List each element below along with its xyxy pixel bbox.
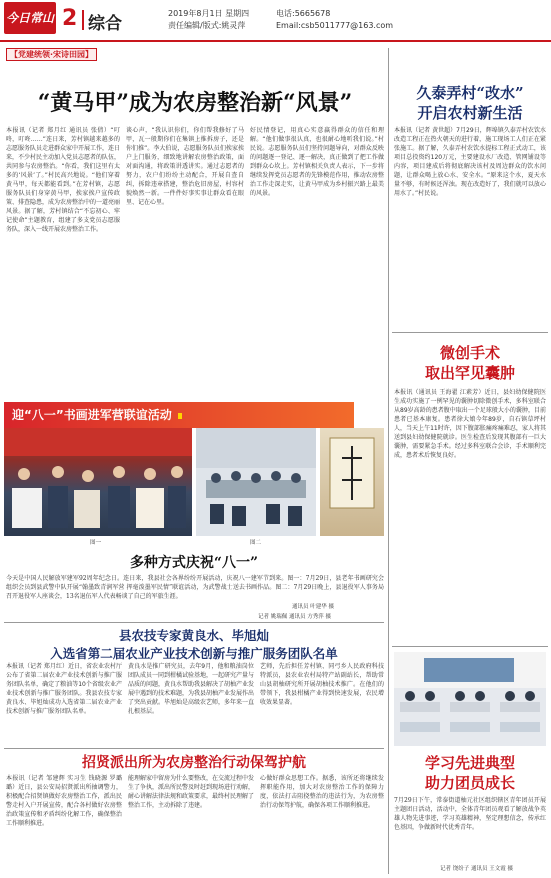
masthead xyxy=(0,0,551,42)
tech-headline-line2: 入选省第二届农业产业技术创新与推广服务团队名单 xyxy=(50,646,338,661)
right-photo xyxy=(394,652,546,746)
group-photo-image xyxy=(4,428,192,536)
newspaper-logo: 今日常山 xyxy=(4,2,56,34)
photo-fig1-side xyxy=(320,428,384,536)
masthead-divider xyxy=(82,10,84,30)
right-article1-title-line2: 开启农村新生活 xyxy=(417,104,523,122)
section-divider-2 xyxy=(4,748,384,749)
photo-fig2 xyxy=(196,428,316,536)
main-article-col3: 好民情登记，用真心实意赢得群众的信任和理解。“他们做事很认真，也很耐心地听我们说。”村民说。志愿服务队员们坚持问题导向，对群众反映的问题逐一登记、逐一解决，真正做到了把工作做到群众心坎上。芳村镇相关负责人表示，下一步将继续发挥党员志愿者的先锋模范作用，推动农房整治工作走深走实，让黄马甲成为乡村振兴路上最美的风景。 xyxy=(250,127,384,197)
right-article1-title-line1: 久泰弄村“改水” xyxy=(416,84,524,102)
photo-banner-text: 迎“八一”书画进军营联谊活动 xyxy=(12,408,172,422)
main-article-col1: 本报讯（记者 郑月红 通讯员 张倩）“叮咚，叮咚……”连日来，芳村镇越来越多的志愿服务队员走进群众家中开展工作，连日来，不少村民主动加入党员志愿者的队伍，共同参与农房整治。“你看，我们这里有太多的‘风景’了。”村民高兴地说。“他们穿着黄马甲，每天都能看到。”在芳村镇，志愿服务队员们身穿黄马甲，挨家挨户宣传政策、排查隐患，成为农房整治中的一道亮丽风景。据了解，芳村镇结合“不忘初心、牢记使命”主题教育，组建了多支党员志愿服务队，深入一线开展农房整治工作。 xyxy=(6,127,120,233)
section-name: 综合 xyxy=(88,14,122,34)
tech-article-col1: 本报讯（记者 郑月红）近日，省农业农村厅公布了省第二届农业产业技术创新与推广服务团队名单，确定了粮油等10个省级农业产业技术创新与推广服务团队。我县农技专家黄良水、毕旭灿成功入选省第二届农业产业技术创新与推广服务团队名单。 xyxy=(6,663,122,715)
right-article1-body: 本报讯（记者 黄世超）7月29日，辉埠镇久泰弄村农饮水改造工程正在热火朝天的进行着，施工现场工人们正在紧张施工。据了解，久泰弄村农饮水提标工程正式动工，该项目总投资约120万元，主要建设水厂改造、管网铺设等内容，项目建成后将彻底解决该村及周边群众的饮水问题，让群众喝上放心水、安全水。“原来这个水，夏天水量不够，有时候还浑浊。现在改造好了，我们就可以放心用水了。”村民说。 xyxy=(394,127,546,197)
police-article-col1: 本报讯（记者 邹建辉 实习生 钱晓源 罗璐璐）近日，县公安局招贤派出所抽调警力，积极配合招贤镇做好农房整治工作，派出民警走村入户开展宣传，配合各村做好农房整治政策宣传和矛盾纠纷化解工作，确保整治工作顺利推进。 xyxy=(6,775,122,827)
calligraphy-photo-image xyxy=(320,428,384,536)
right-divider-1 xyxy=(392,332,548,333)
photo-credit-2: 记者 姚瑞佩 通讯员 方秀萍 摄 xyxy=(258,614,331,620)
email: Email:csb5011777@163.com xyxy=(276,21,394,30)
classroom-photo-image xyxy=(394,652,546,746)
photo-banner xyxy=(4,402,354,428)
photo-story-body: 今天是中国人民解放军建军92周年纪念日。连日来，我县社会各界纷纷开展活动，庆祝八一建军节到来。图一：7月29日，县老年书画研究会组织会员到县武警中队开展“翰墨致青润军营 挥毫泼墨军民情”联谊活动，为武警战士送去书画作品。图二：7月29日晚上，县退役军人事务局召开退役军人座谈会，13名退伍军人代表畅谈了自己的军旅生涯。 xyxy=(6,575,384,600)
right-article2-title-line1: 微创手术 xyxy=(439,344,500,362)
right-divider-2 xyxy=(392,646,548,647)
right-article3-credit: 记者 饶纷子 通讯员 王文霞 摄 xyxy=(440,866,513,872)
right-article2-body: 本报讯（通讯员 王海翟 江素芳）近日，县妇幼保健院医生成功实施了一例罕见的囊肿切除微创手术，多科室联合从89岁高龄的患者腹中取出一个足球般大小的囊肿，目前患者已基本康复。患者徐大娘今年89岁，自石镇草坪村人，当天上午11时许，因下腹部胀痛疼痛难忍，家人将其送到县妇幼保健院就诊。医生检查后发现其腹部有一巨大囊肿，需要紧急手术。经过多科室联合会诊，手术顺利完成，患者术后恢复良好。 xyxy=(394,389,546,459)
main-headline: “黄马甲”成为农房整治新“风景” xyxy=(37,90,353,116)
main-article-col2: 谈心声，“我认识你们，你们帮我修好了马甲，瓦一般期你们在集镇上推拆房子，还是你们推”。李大伯说，志愿服务队员们挨家挨户上门服务，细致地讲解农房整治政策，面对面沟通，将政策讲透讲实。通过志愿者的努力，农户们纷纷主动配合，开展自查自纠，拆除违章搭建，整治危旧房屋，村容村貌焕然一新。一件件好事实事让群众看在眼里、记在心里。 xyxy=(126,127,244,206)
photo-fig1 xyxy=(4,428,192,536)
tech-article-col2: 黄良水是推广研究员，去年9月，他和粮油岗位团队成员一同到柑橘试验基地，一起研究产量与品质的问题，黄良水帮助我县解决了胡柚产业发展中遇到的技术难题，为我县胡柚产业发展作出了突出贡献。毕旭灿是高级农艺师，多年来一直扎根基层。 xyxy=(128,663,254,715)
police-article-col3: 心做好群众思想工作。据悉，该所还将继续发挥职能作用，加大对农房整治工作的保障力度，依法打击阻挠整治的违法行为，为农房整治行动保驾护航，确保各项工作顺利推进。 xyxy=(260,775,384,809)
tech-headline-line1: 县农技专家黄良水、毕旭灿 xyxy=(118,628,269,643)
tech-article-col3: 艺师，先后担任芳村镇、同弓乡人民政府科技特派员，县农业农村局特产站副站长，帮助常山县胡柚研究所开展胡柚技术推广。在他们的带领下，我县柑橘产业得到快速发展，农民增收效果显著。 xyxy=(260,663,384,706)
section-divider xyxy=(4,622,384,623)
right-article3-body: 7月29日下午，常泰街道柚元社区组织辖区青年团员开展主题团日活动，活动中，全体青年团员观看了解放战争英雄人物先进事迹，学习英雄精神，坚定理想信念，传承红色基因，争做新时代优秀青年。 xyxy=(394,797,546,831)
editor-credit: 责任编辑/版式:姚灵萍 xyxy=(168,21,246,30)
photo-story-title: 多种方式庆祝“八一” xyxy=(129,555,259,571)
right-article3-title-line2: 助力团员成长 xyxy=(424,774,515,792)
caption-fig1: 图一 xyxy=(90,540,102,546)
section-tag: 【党建统领·宋诗田园】 xyxy=(6,48,97,61)
photo-credit-1: 通讯员 叶建华 摄 xyxy=(292,604,334,610)
column-divider xyxy=(388,48,389,874)
flag-icon xyxy=(178,413,182,419)
caption-fig2: 图二 xyxy=(250,540,262,546)
issue-date: 2019年8月1日 星期四 xyxy=(168,9,250,18)
page-number: 2 xyxy=(62,6,78,31)
police-article-col2: 能理解家中留房为什么要整改，在交流过程中发生了争执，派出所民警及时赶到现场进行劝解，耐心讲解法律法规和政策要求，最终村民理解了整治工作，主动拆除了违建。 xyxy=(128,775,254,809)
phone: 电话:5665678 xyxy=(276,9,331,18)
right-article3-title-line1: 学习先进典型 xyxy=(424,754,515,772)
police-headline: 招贤派出所为农房整治行动保驾护航 xyxy=(82,755,306,771)
right-article2-title-line2: 取出罕见囊肿 xyxy=(424,364,515,382)
meeting-photo-image xyxy=(196,428,316,536)
